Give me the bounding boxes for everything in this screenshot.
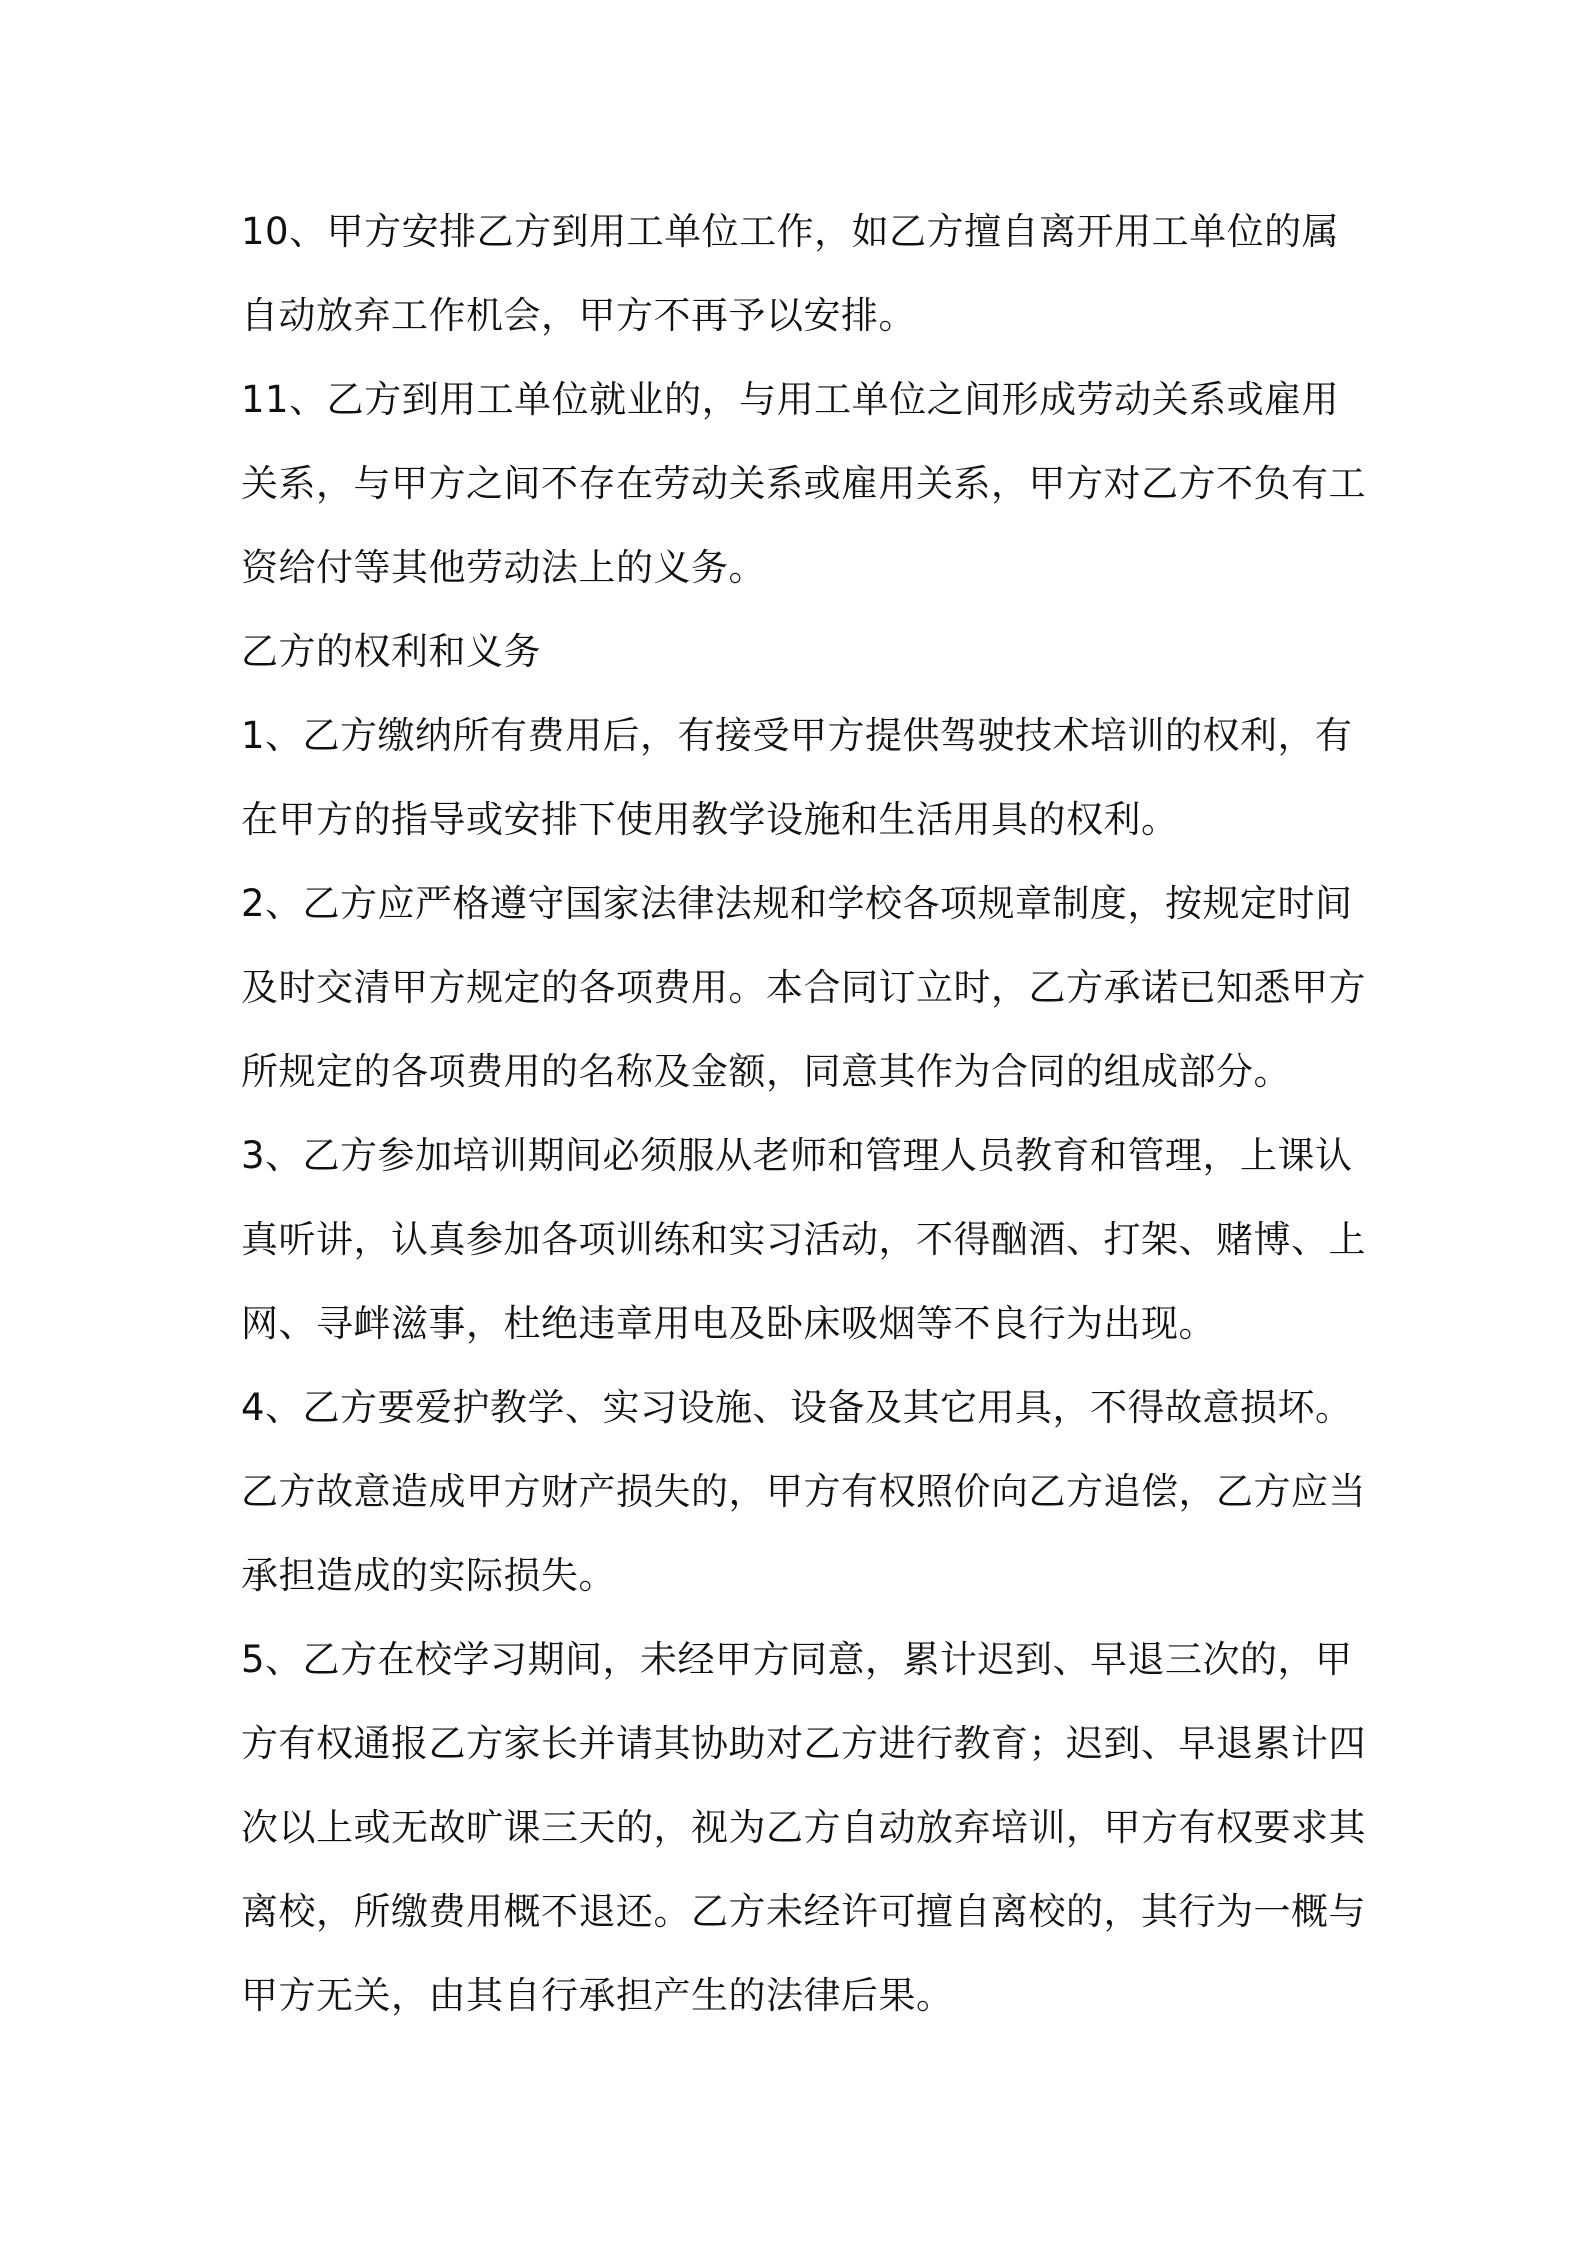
text-line: 关系，与甲方之间不存在劳动关系或雇用关系，甲方对乙方不负有工 (241, 462, 1366, 505)
paragraph-clause-10 (241, 190, 1356, 358)
text-line: 资给付等其他劳动法上的义务。 (241, 546, 766, 589)
text-line: 承担造成的实际损失。 (241, 1554, 616, 1597)
text-line: 乙方故意造成甲方财产损失的，甲方有权照价向乙方追偿，乙方应当 (241, 1470, 1366, 1513)
text-line: 3、乙方参加培训期间必须服从老师和管理人员教育和管理，上课认 (241, 1134, 1353, 1177)
paragraph-item-4 (241, 1366, 1366, 1618)
text-line: 所规定的各项费用的名称及金额，同意其作为合同的组成部分。 (241, 1050, 1291, 1093)
text-line: 网、寻衅滋事，杜绝违章用电及卧床吸烟等不良行为出现。 (241, 1302, 1216, 1345)
text-line: 2、乙方应严格遵守国家法律法规和学校各项规章制度，按规定时间 (241, 882, 1353, 925)
text-line: 在甲方的指导或安排下使用教学设施和生活用具的权利。 (241, 798, 1179, 841)
text-line: 离校，所缴费用概不退还。乙方未经许可擅自离校的，其行为一概与 (241, 1890, 1366, 1933)
heading-text: 乙方的权利和义务 (241, 630, 541, 673)
paragraph-item-5 (241, 1618, 1366, 2038)
text-line: 次以上或无故旷课三天的，视为乙方自动放弃培训，甲方有权要求其 (241, 1806, 1366, 1849)
paragraph-item-2 (241, 862, 1366, 1114)
text-line: 自动放弃工作机会，甲方不再予以安排。 (241, 294, 916, 337)
text-line: 4、乙方要爱护教学、实习设施、设备及其它用具，不得故意损坏。 (241, 1386, 1353, 1429)
text-line: 及时交清甲方规定的各项费用。本合同订立时，乙方承诺已知悉甲方 (241, 966, 1366, 1009)
paragraph-clause-11 (241, 358, 1366, 610)
text-line: 11、乙方到用工单位就业的，与用工单位之间形成劳动关系或雇用 (241, 378, 1340, 421)
text-line: 方有权通报乙方家长并请其协助对乙方进行教育；迟到、早退累计四 (241, 1722, 1366, 1765)
text-line: 10、甲方安排乙方到用工单位工作，如乙方擅自离开用工单位的属 (241, 210, 1340, 253)
text-line: 5、乙方在校学习期间，未经甲方同意，累计迟到、早退三次的，甲 (241, 1638, 1353, 1681)
text-line: 真听讲，认真参加各项训练和实习活动，不得酗酒、打架、赌博、上 (241, 1218, 1366, 1261)
text-line: 1、乙方缴纳所有费用后，有接受甲方提供驾驶技术培训的权利，有 (241, 714, 1353, 757)
paragraph-item-1 (241, 694, 1356, 862)
section-heading (241, 610, 1356, 694)
text-line: 甲方无关，由其自行承担产生的法律后果。 (241, 1974, 954, 2017)
document-body (241, 190, 1366, 2038)
paragraph-item-3 (241, 1114, 1366, 1366)
